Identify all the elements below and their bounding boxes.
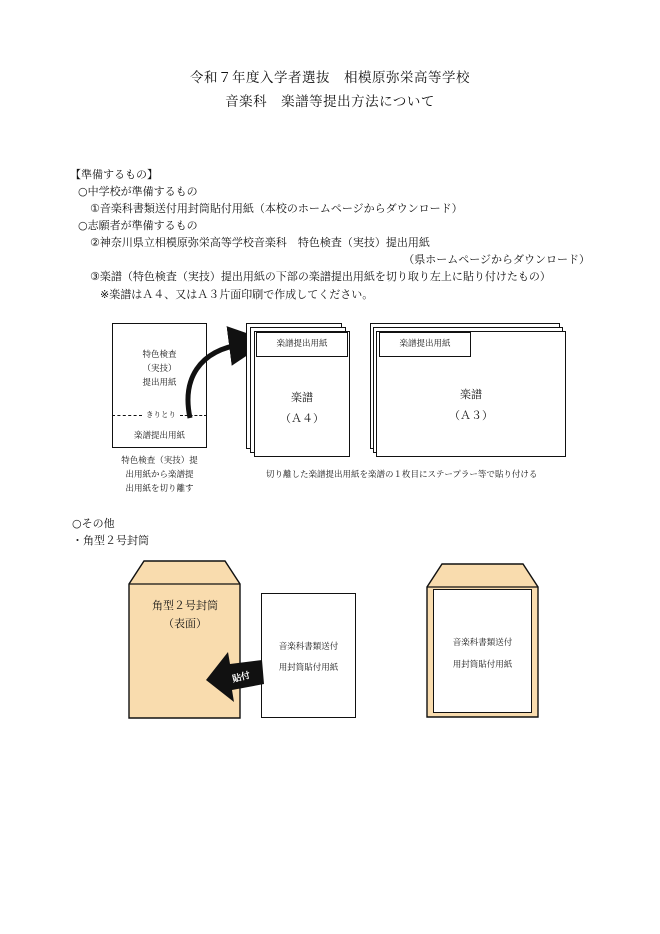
prep-item2: ②神奈川県立相模原弥栄高等学校音楽科 特色検査（実技）提出用紙: [90, 236, 430, 249]
document-title-line2: 音楽科 楽譜等提出方法について: [225, 94, 435, 110]
a4-score-label: 楽譜: [291, 391, 313, 404]
prep-heading: 【準備するもの】: [70, 168, 158, 181]
prep-item1: ①音楽科書類送付用封筒貼付用紙（本校のホームページからダウンロード）: [90, 202, 463, 215]
caption-left: [106, 454, 213, 496]
caption-left-line2: 出用紙から楽譜提: [125, 470, 194, 480]
prep-item2-note: （県ホームページからダウンロード）: [403, 253, 590, 266]
envelope-title: 角型２号封筒: [152, 599, 218, 612]
envelope-sheet-line1: 音楽科書類送付: [278, 642, 339, 652]
prep-note: ※楽譜はＡ４、又はＡ３片面印刷で作成してください。: [100, 288, 374, 301]
caption-right: 切り離した楽譜提出用紙を楽譜の１枚目にステープラー等で貼り付ける: [266, 470, 538, 480]
a3-score-slip: 楽譜提出用紙: [379, 332, 471, 357]
prep-applicant: ○志願者が準備するもの: [78, 219, 198, 232]
caption-left-line1: 特色検査（実技）提: [121, 456, 198, 466]
envelope-sheet: [261, 593, 356, 718]
envelope-face: （表面）: [163, 617, 207, 630]
exam-form-title-2: （実技）: [142, 364, 177, 374]
document-title-line1: 令和７年度入学者選抜 相模原弥栄高等学校: [190, 70, 470, 86]
other-envelope-item: ・角型２号封筒: [72, 534, 149, 547]
a4-score-slip: 楽譜提出用紙: [256, 332, 348, 357]
a3-size-label: （Ａ３）: [449, 409, 493, 422]
pasted-sheet: [433, 589, 532, 713]
pasted-sheet-line2: 用封筒貼付用紙: [452, 660, 513, 670]
exam-form-score-slip: 楽譜提出用紙: [133, 431, 185, 441]
prep-jhs: ○中学校が準備するもの: [78, 185, 198, 198]
caption-left-line3: 出用紙を切り離す: [125, 484, 194, 494]
cut-line-left: [112, 415, 142, 416]
pasted-sheet-line1: 音楽科書類送付: [452, 638, 513, 648]
cut-label: きりとり: [146, 410, 176, 419]
a3-score-label: 楽譜: [460, 388, 482, 401]
exam-form-title-3: 提出用紙: [142, 378, 177, 388]
a4-size-label: （Ａ４）: [280, 412, 324, 425]
other-heading: ○その他: [72, 517, 115, 530]
exam-form-title-1: 特色検査: [142, 350, 177, 360]
paste-label: 貼付: [231, 670, 252, 685]
envelope-sheet-line2: 用封筒貼付用紙: [278, 663, 339, 673]
prep-item3: ③楽譜（特色検査（実技）提出用紙の下部の楽譜提出用紙を切り取り左上に貼り付けたもの）: [90, 270, 551, 283]
